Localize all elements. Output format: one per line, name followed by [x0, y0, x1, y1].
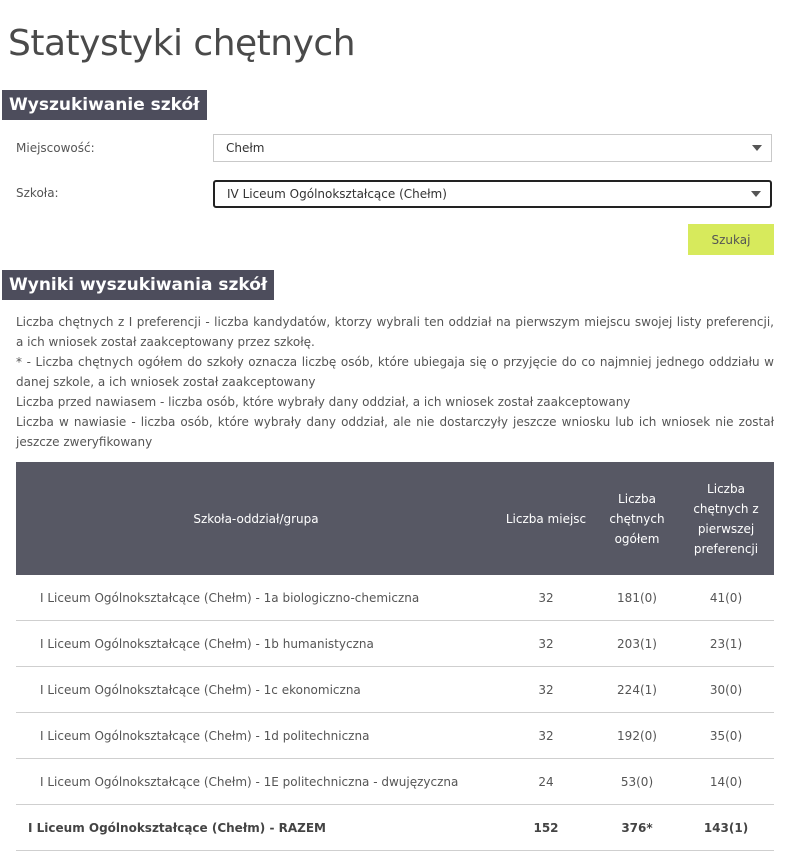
note-total-applicants: * - Liczba chętnych ogółem do szkoły oznacza liczbę osób, które ubiegaja się o przyjęcie do co najmniej jednego oddziału w danej szkole, a ich wniosek został zaakceptowany	[16, 355, 774, 389]
table-total-row	[16, 805, 774, 851]
page-title: Statystyki chętnych	[8, 23, 356, 64]
row-places: 32	[496, 713, 596, 759]
city-select-value: Chełm	[226, 141, 265, 155]
city-label: Miejscowość:	[16, 141, 95, 155]
table-header-row	[16, 462, 774, 575]
school-select-value: IV Liceum Ogólnokształcące (Chełm)	[227, 187, 447, 201]
row-school-name: I Liceum Ogólnokształcące (Chełm) - 1b humanistyczna	[16, 621, 496, 667]
search-section-header: Wyszukiwanie szkół	[2, 90, 207, 120]
table-row	[16, 713, 774, 759]
row-first-preference: 35(0)	[678, 713, 774, 759]
row-places: 32	[496, 621, 596, 667]
total-applicants: 376*	[596, 805, 678, 851]
note-in-parentheses: Liczba w nawiasie - liczba osób, które wybrały dany oddział, ale nie dostarczyły jeszcze wniosku lub ich wniosek nie został jeszcze zweryfikowany	[16, 415, 774, 449]
row-school-name: I Liceum Ogólnokształcące (Chełm) - 1a biologiczno-chemiczna	[16, 575, 496, 621]
row-first-preference: 23(1)	[678, 621, 774, 667]
row-places: 32	[496, 667, 596, 713]
table-row	[16, 667, 774, 713]
total-first-preference: 143(1)	[678, 805, 774, 851]
row-total: 181(0)	[596, 575, 678, 621]
results-section-header: Wyniki wyszukiwania szkół	[2, 270, 274, 300]
note-first-preference: Liczba chętnych z I preferencji - liczba kandydatów, ktorzy wybrali ten oddział na pierwszym miejscu swojej listy preferencji, a ich wniosek został zaakceptowany przez szkołę.	[16, 315, 774, 349]
column-header-places: Liczba miejsc	[496, 462, 596, 575]
row-places: 24	[496, 759, 596, 805]
row-places: 32	[496, 575, 596, 621]
search-button[interactable]: Szukaj	[688, 224, 774, 255]
row-school-name: I Liceum Ogólnokształcące (Chełm) - 1c ekonomiczna	[16, 667, 496, 713]
row-total: 192(0)	[596, 713, 678, 759]
total-places: 152	[496, 805, 596, 851]
row-first-preference: 30(0)	[678, 667, 774, 713]
chevron-down-icon	[751, 191, 761, 197]
total-school-name: I Liceum Ogólnokształcące (Chełm) - RAZEM	[16, 805, 496, 851]
row-total: 224(1)	[596, 667, 678, 713]
row-first-preference: 14(0)	[678, 759, 774, 805]
table-row	[16, 621, 774, 667]
school-select[interactable]	[213, 180, 772, 208]
chevron-down-icon	[752, 145, 762, 151]
results-notes	[16, 312, 774, 452]
note-before-parentheses: Liczba przed nawiasem - liczba osób, które wybrały dany oddział, a ich wniosek został zaakceptowany	[16, 395, 631, 409]
table-row	[16, 575, 774, 621]
city-select[interactable]	[213, 134, 772, 162]
row-school-name: I Liceum Ogólnokształcące (Chełm) - 1E politechniczna - dwujęzyczna	[16, 759, 496, 805]
row-total: 53(0)	[596, 759, 678, 805]
column-header-total: Liczba chętnych ogółem	[596, 462, 678, 575]
school-label: Szkoła:	[16, 186, 59, 200]
row-school-name: I Liceum Ogólnokształcące (Chełm) - 1d politechniczna	[16, 713, 496, 759]
row-first-preference: 41(0)	[678, 575, 774, 621]
table-row	[16, 759, 774, 805]
row-total: 203(1)	[596, 621, 678, 667]
column-header-first-preference: Liczba chętnych z pierwszej preferencji	[678, 462, 774, 575]
column-header-school: Szkoła-oddział/grupa	[16, 462, 496, 575]
results-table	[16, 462, 774, 851]
